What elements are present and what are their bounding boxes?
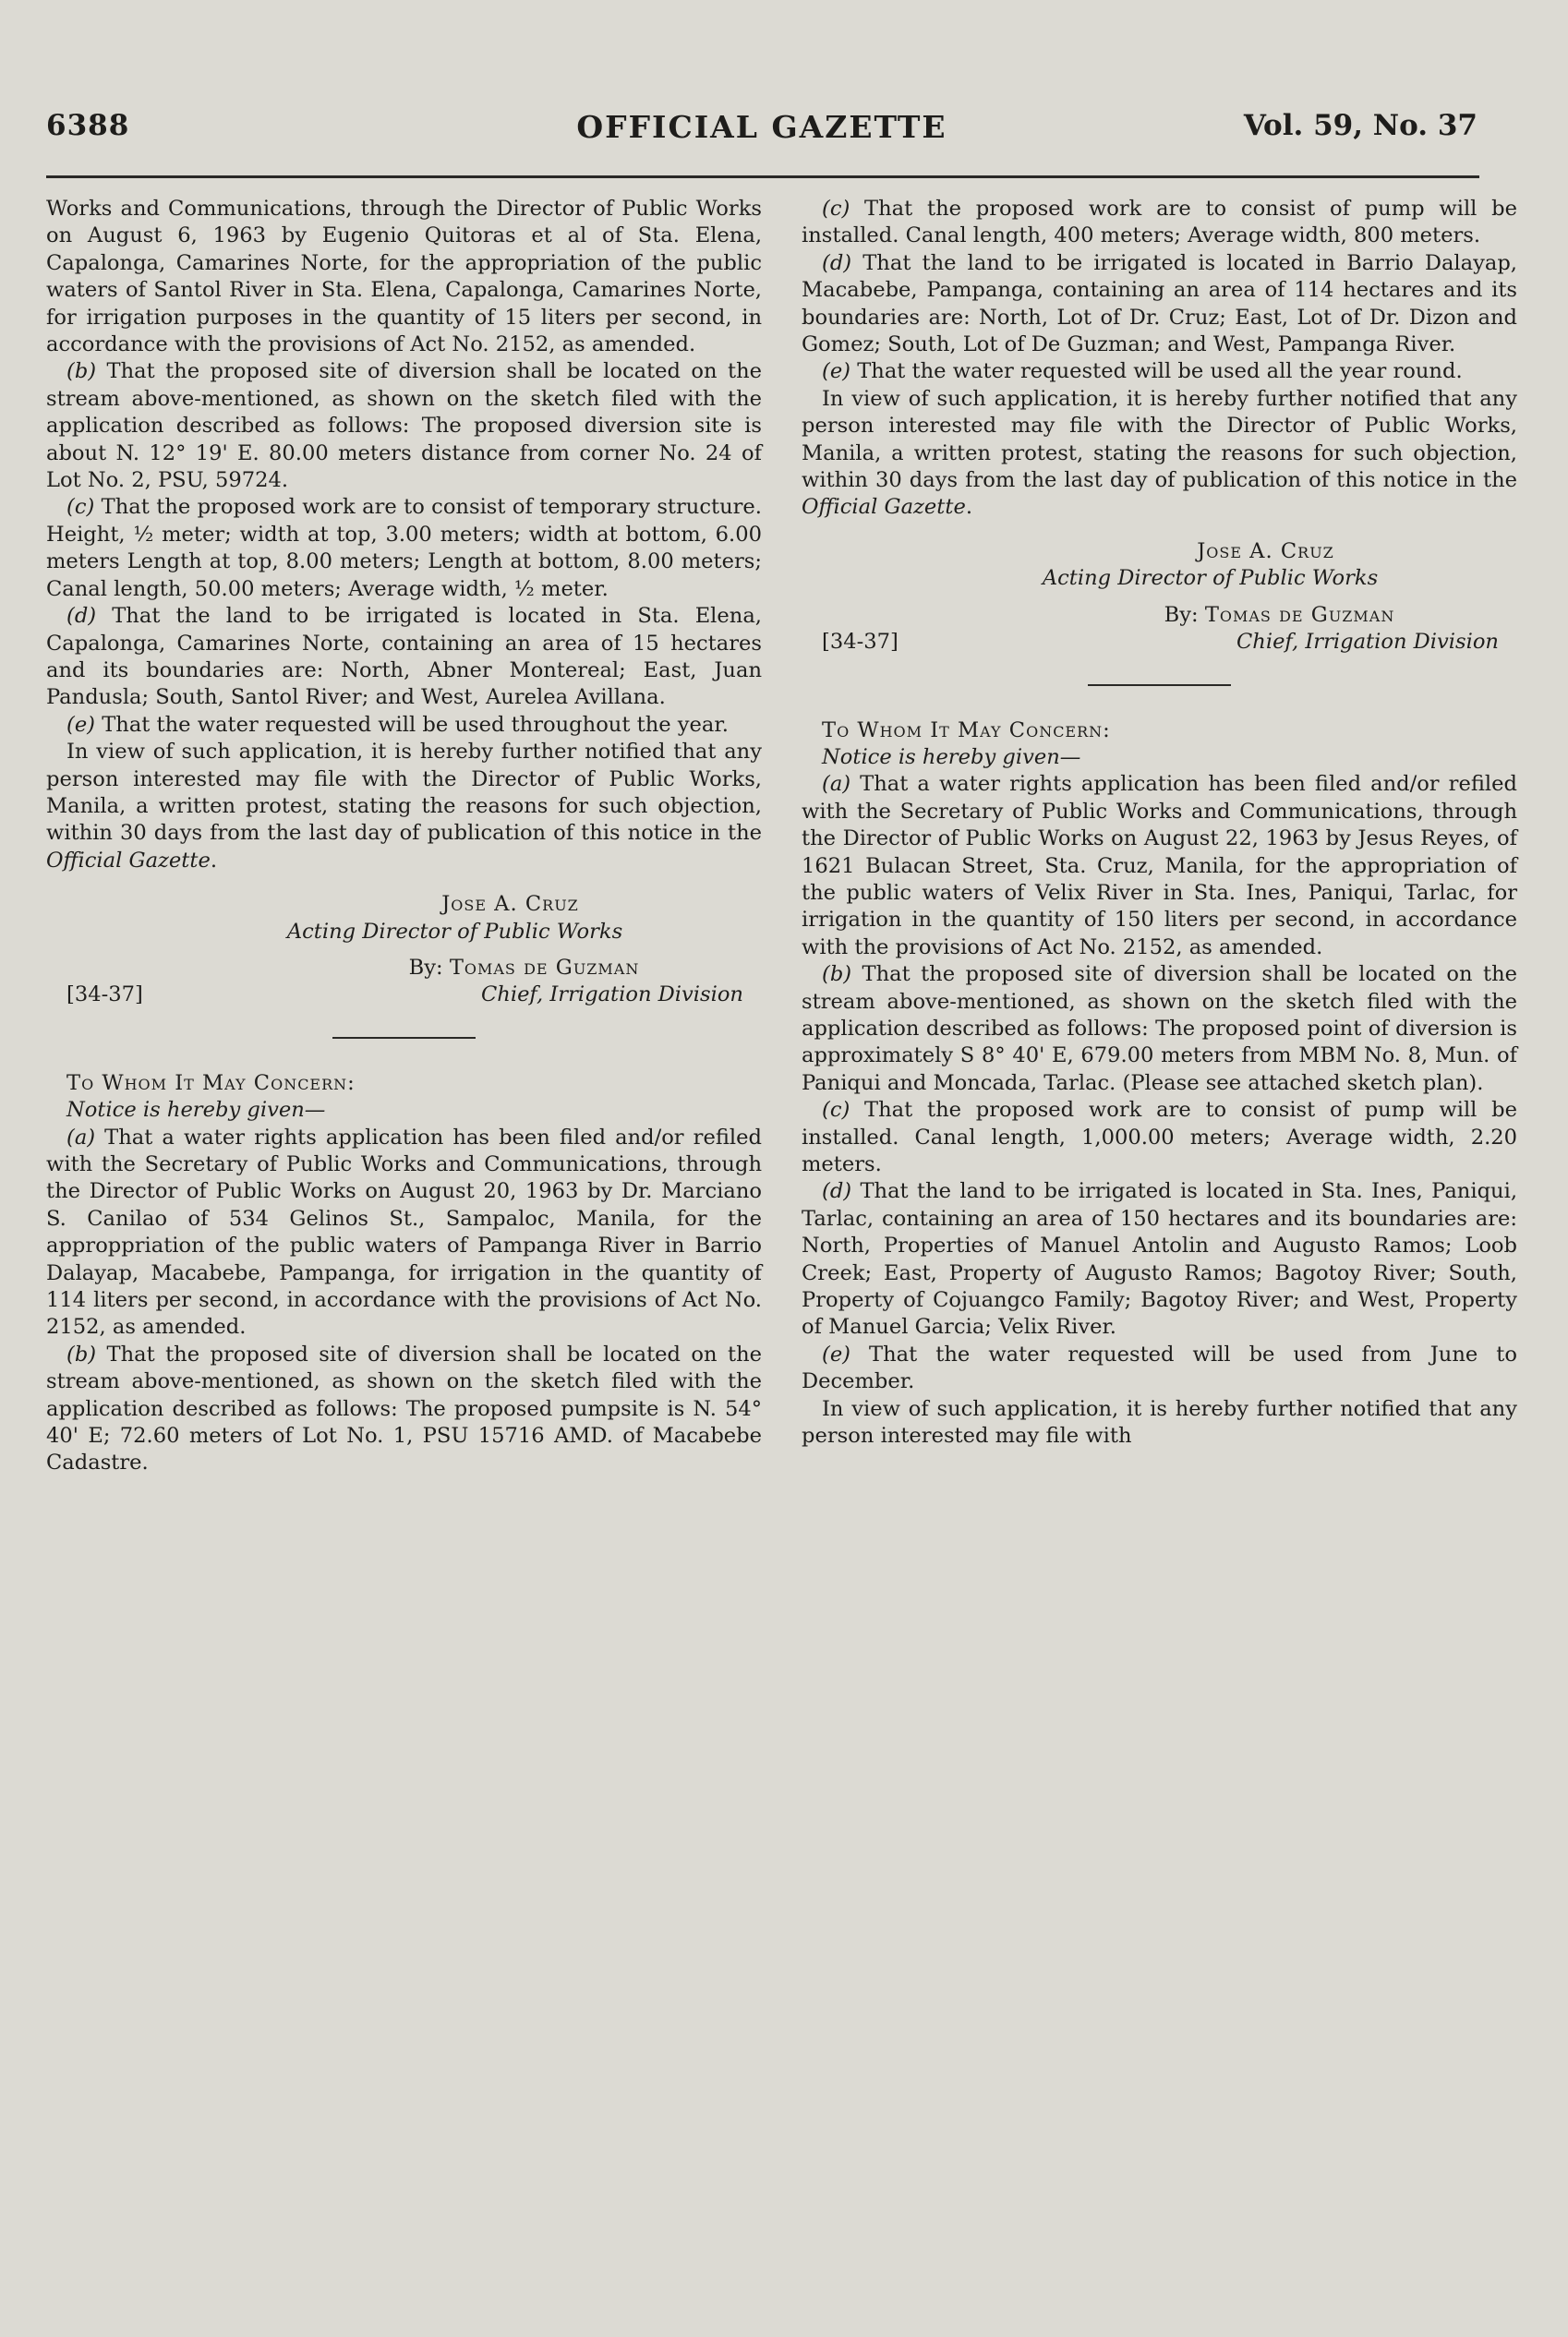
issue-number: [34-37] xyxy=(822,630,899,655)
item-label: (e) xyxy=(822,1342,851,1367)
signature-block xyxy=(802,538,1517,657)
item-label: (d) xyxy=(66,604,97,629)
notice-intro: Notice is hereby given— xyxy=(822,744,1081,769)
paragraph-b xyxy=(46,1342,762,1477)
item-label: (b) xyxy=(822,962,852,987)
issue-number: [34-37] xyxy=(66,982,143,1007)
paragraph-text: That the proposed work are to consist of temporary structure. Height, ½ meter; width at top, 3.00 meters; width at bottom, 6.00 meters Length at top, 8.00 meters; Length at bottom, 8.00 meters; Canal length, 50.00 meters; Average width, ½ meter. xyxy=(46,495,762,601)
paragraph-text: That the water requested will be used throughout the year. xyxy=(95,712,729,737)
signatory-title: Acting Director of Public Works xyxy=(286,919,623,944)
separator-rule xyxy=(1088,684,1231,686)
paragraph-text: That the proposed site of diversion shall be located on the stream above-mentioned, as shown on the sketch filed with the application described as follows: The proposed pumpsite is N. 54° 40' E; 72.60 meters of Lot No. 1, PSU 15716 AMD. of Macabebe Cadastre. xyxy=(46,1342,762,1476)
item-label: (b) xyxy=(66,359,97,384)
paragraph-text: . xyxy=(965,495,973,520)
paragraph-e xyxy=(46,712,762,739)
paragraph-text: That a water rights application has been filed and/or refiled with the Secretary of Public Works and Communications, through the Director of Public Works on August 22, 1963 by Jesus Reyes, of 1621 Bulacan Street, Sta. Cruz, Manila, for the appropriation of the public waters of Velix River in Sta. Ines, Paniqui, Tarlac, for irrigation in the quantity of 150 liters per second, in accordance with the provisions of Act No. 2152, as amended. xyxy=(802,772,1517,959)
paragraph: Works and Communications, through the Director of Public Works on August 6, 1963 by Eugenio Quitoras et al of Sta. Elena, Capalonga, Camarines Norte, for the appropriation of the public waters of Santol River in Sta. Elena, Capalonga, Camarines Norte, for irrigation purposes in the quantity of 15 liters per second, in accordance with the provisions of Act No. 2152, as amended. xyxy=(46,197,762,357)
paragraph-a xyxy=(802,771,1517,961)
page-number: 6388 xyxy=(46,109,130,142)
signature-row xyxy=(802,629,1517,656)
by-name: Tomas de Guzman xyxy=(449,955,640,980)
signatory-name: Jose A. Cruz xyxy=(1197,538,1334,563)
paragraph-e xyxy=(802,1342,1517,1396)
paragraph-a xyxy=(46,1125,762,1342)
item-label: (c) xyxy=(822,1098,850,1123)
gazette-name: Official Gazette xyxy=(802,495,966,520)
item-label: (c) xyxy=(66,495,95,520)
paragraph-text: That the proposed work are to consist of pump will be installed. Canal length, 400 meters; Average width, 800 meters. xyxy=(802,197,1517,248)
signatory-title: Acting Director of Public Works xyxy=(1042,566,1379,591)
paragraph-b xyxy=(46,358,762,494)
by-label: By: xyxy=(408,955,443,980)
by-line xyxy=(46,955,762,982)
notice-heading: To Whom It May Concern: xyxy=(822,717,1111,742)
item-label: (d) xyxy=(822,250,852,275)
by-name: Tomas de Guzman xyxy=(1204,602,1395,627)
gazette-name: Official Gazette xyxy=(46,848,211,873)
paragraph-e xyxy=(802,358,1517,385)
signatory-name: Jose A. Cruz xyxy=(441,892,579,917)
item-label: (c) xyxy=(822,197,850,221)
paragraph-view xyxy=(802,386,1517,522)
by-label: By: xyxy=(1164,602,1199,627)
item-label: (a) xyxy=(66,1125,96,1150)
paragraph-text: That the proposed site of diversion shall be located on the stream above-mentioned, as shown on the sketch filed with the application described as follows: The proposed point of diversion is approximately S 8° 40' E, 679.00 meters from MBM No. 8, Mun. of Paniqui and Moncada, Tarlac. (Please see attached sketch plan). xyxy=(802,962,1517,1095)
notice-intro: Notice is hereby given— xyxy=(66,1098,326,1123)
item-label: (a) xyxy=(822,772,851,797)
paragraph-text: That the land to be irrigated is located in Sta. Elena, Capalonga, Camarines Norte, containing an area of 15 hectares and its boundaries are: North, Abner Montereal; East, Juan Pandusla; South, Santol River; and West, Aurelea Avillana. xyxy=(46,604,762,710)
separator-rule xyxy=(332,1037,476,1039)
paragraph-text: That the proposed work are to consist of pump will be installed. Canal length, 1,000.00 meters; Average width, 2.20 meters. xyxy=(802,1098,1517,1176)
page-header xyxy=(46,109,1478,164)
paragraph-b xyxy=(802,961,1517,1097)
paragraph-text: In view of such application, it is hereby further notified that any person interested may file with the Director of Public Works, Manila, a written protest, stating the reasons for such objection, within 30 days from the last day of publication of this notice in the xyxy=(46,740,762,846)
item-label: (e) xyxy=(822,359,851,384)
publication-title: OFFICIAL GAZETTE xyxy=(576,109,947,145)
notice-heading: To Whom It May Concern: xyxy=(66,1070,356,1095)
left-column xyxy=(46,196,762,1477)
signature-row xyxy=(46,982,762,1008)
item-label: (e) xyxy=(66,712,96,737)
paragraph-text: In view of such application, it is hereby further notified that any person interested may file with the Director of Public Works, Manila, a written protest, stating the reasons for such objection, within 30 days from the last day of publication of this notice in the xyxy=(802,386,1517,493)
paragraph-text: That the land to be irrigated is located in Sta. Ines, Paniqui, Tarlac, containing an area of 150 hectares and its boundaries are: North, Properties of Manuel Antolin and Augusto Ramos; Loob Creek; East, Property of Augusto Ramos; Bagotoy River; South, Property of Cojuangco Family; Bagotoy River; and West, Property of Manuel Garcia; Velix River. xyxy=(802,1179,1517,1340)
item-label: (b) xyxy=(66,1342,97,1367)
chief-title: Chief, Irrigation Division xyxy=(1236,630,1499,655)
paragraph-text: . xyxy=(210,848,218,873)
chief-title: Chief, Irrigation Division xyxy=(481,982,743,1007)
paragraph-d xyxy=(802,250,1517,359)
paragraph-view: In view of such application, it is hereby further notified that any person interested may file with xyxy=(802,1396,1517,1449)
paragraph-text: That the water requested will be used from June to December. xyxy=(802,1342,1517,1394)
signature-block xyxy=(46,891,762,1009)
paragraph-d xyxy=(802,1178,1517,1341)
paragraph-text: That a water rights application has been filed and/or refiled with the Secretary of Public Works and Communications, through the Director of Public Works on August 20, 1963 by Dr. Marciano S. Canilao of 534 Gelinos St., Sampaloc, Manila, for the approppriation of the public waters of Pampanga River in Barrio Dalayap, Macabebe, Pampanga, for irrigation in the quantity of 114 liters per second, in accordance with the provisions of Act No. 2152, as amended. xyxy=(46,1125,762,1340)
paragraph-c xyxy=(802,196,1517,250)
item-label: (d) xyxy=(822,1179,852,1204)
paragraph-d xyxy=(46,603,762,712)
header-rule xyxy=(46,175,1479,178)
paragraph-view xyxy=(46,739,762,874)
right-column xyxy=(802,196,1517,1450)
paragraph-text: That the water requested will be used all the year round. xyxy=(850,359,1463,384)
paragraph-c xyxy=(46,494,762,603)
paragraph-text: That the land to be irrigated is located in Barrio Dalayap, Macabebe, Pampanga, containing an area of 114 hectares and its boundaries are: North, Lot of Dr. Cruz; East, Lot of Dr. Dizon and Gomez; South, Lot of De Guzman; and West, Pampanga River. xyxy=(802,250,1517,357)
by-line xyxy=(802,602,1517,629)
paragraph-c xyxy=(802,1097,1517,1178)
volume-number: Vol. 59, No. 37 xyxy=(1243,109,1478,142)
paragraph-text: That the proposed site of diversion shall be located on the stream above-mentioned, as shown on the sketch filed with the application described as follows: The proposed diversion site is about N. 12° 19' E. 80.00 meters distance from corner No. 24 of Lot No. 2, PSU, 59724. xyxy=(46,359,762,493)
